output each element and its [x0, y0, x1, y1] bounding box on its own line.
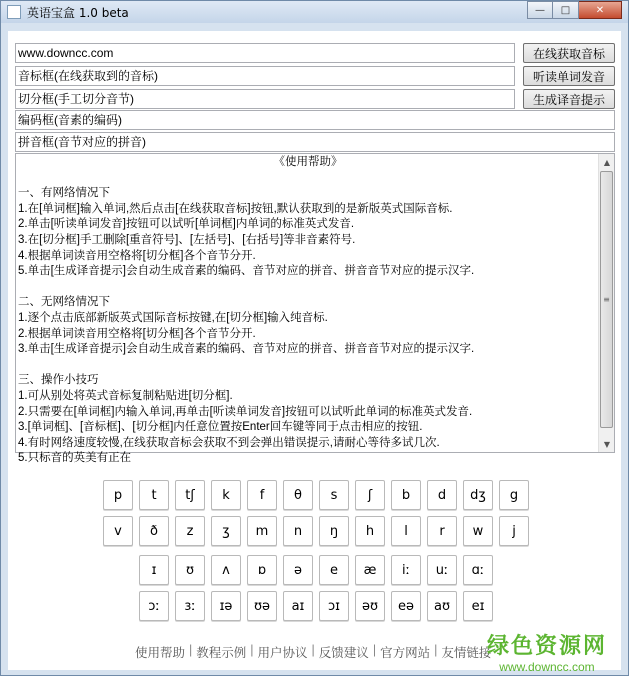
pinyin-input[interactable]: 拼音框(音节对应的拼音)	[15, 132, 615, 152]
help-scrollbar[interactable]	[598, 154, 614, 452]
phonetic-key[interactable]: θ	[283, 480, 313, 510]
help-line: 1.在[单词框]输入单词,然后点击[在线获取音标]按钮,默认获取到的是新版英式国际音标.	[18, 202, 453, 215]
phonetic-key[interactable]: ɪə	[211, 591, 241, 621]
phonetic-key[interactable]: ɔɪ	[319, 591, 349, 621]
help-line: 1.逐个点击底部新版英式国际音标按键,在[切分框]输入纯音标.	[18, 311, 328, 324]
phonetic-key[interactable]: əʊ	[355, 591, 385, 621]
footer-separator: |	[250, 643, 254, 657]
minimize-button[interactable]: —	[527, 1, 553, 19]
footer-separator: |	[311, 643, 315, 657]
scroll-down-icon[interactable]: ▼	[603, 439, 611, 449]
watermark-main: 绿色资源网	[486, 634, 607, 659]
watermark	[487, 629, 607, 674]
phonetic-key[interactable]: ɔː	[139, 591, 169, 621]
phonetic-key[interactable]: ŋ	[319, 516, 349, 546]
phonetic-key[interactable]: f	[247, 480, 277, 510]
phonetic-key[interactable]: eə	[391, 591, 421, 621]
encoding-input[interactable]: 编码框(音素的编码)	[15, 110, 615, 130]
phonetic-key[interactable]: æ	[355, 555, 385, 585]
window-title: 英语宝盒 1.0 beta	[27, 6, 129, 20]
help-line: 3.[单词框]、[音标框]、[切分框]内任意位置按Enter回车键等同于点击相应的按钮.	[18, 421, 423, 434]
help-line: 2.单击[听读单词发音]按钮可以试听[单词框]内单词的标准英式发音.	[18, 218, 355, 231]
phonetic-key[interactable]: ə	[283, 555, 313, 585]
footer-link[interactable]: 反馈建议	[318, 646, 369, 660]
phonetic-key[interactable]: z	[175, 516, 205, 546]
phonetic-key[interactable]: uː	[427, 555, 457, 585]
phonetic-key[interactable]: g	[499, 480, 529, 510]
help-title: 《使用帮助》	[273, 156, 343, 168]
footer-separator: |	[189, 643, 193, 657]
help-line: 5.单击[生成译音提示]会自动生成音素的编码、音节对应的拼音、拼音音节对应的提示汉字.	[18, 265, 475, 278]
phonetic-key[interactable]: h	[355, 516, 385, 546]
footer-separator: |	[372, 643, 377, 657]
phonetic-key[interactable]: b	[391, 480, 421, 510]
scroll-thumb[interactable]: ≡	[600, 171, 613, 428]
phonetic-key[interactable]: ɜː	[175, 591, 205, 621]
help-line: 3.在[切分框]手工删除[重音符号]、[左括号]、[右括号]等非音素符号.	[18, 233, 356, 246]
app-icon	[7, 5, 21, 19]
phonetic-key[interactable]: ʒ	[211, 516, 241, 546]
phonetic-key[interactable]: d	[427, 480, 457, 510]
footer-link[interactable]: 官方网站	[380, 646, 431, 660]
help-textarea[interactable]	[15, 153, 615, 465]
split-input[interactable]: 切分框(手工切分音节)	[15, 89, 515, 109]
generate-hint-button[interactable]: 生成译音提示	[523, 89, 615, 109]
phonetic-key[interactable]: r	[427, 516, 457, 546]
phonetic-key[interactable]: e	[319, 555, 349, 585]
help-line: 一、有网络情况下	[18, 187, 110, 200]
listen-pronunciation-button[interactable]: 听读单词发音	[523, 66, 615, 86]
help-line: 3.单击[生成译音提示]会自动生成音素的编码、音节对应的拼音、拼音音节对应的提示汉字.	[18, 343, 475, 356]
help-line: 4.根据单词读音用空格将[切分框]各个音节分开.	[18, 249, 256, 262]
help-line: 二、无网络情况下	[18, 296, 110, 309]
phonetic-key[interactable]: s	[319, 480, 349, 510]
phonetic-key[interactable]: w	[463, 516, 493, 546]
phonetic-key[interactable]: ɑː	[463, 555, 493, 585]
footer-link[interactable]: 用户协议	[257, 646, 308, 660]
window-controls	[527, 1, 622, 19]
footer-links	[135, 643, 491, 661]
phonetic-key[interactable]: tʃ	[175, 480, 205, 510]
phonetic-key[interactable]: ʊ	[175, 555, 205, 585]
fetch-phonetic-button[interactable]: 在线获取音标	[523, 43, 615, 63]
phonetic-key[interactable]: k	[211, 480, 241, 510]
word-input[interactable]: www.downcc.com	[15, 43, 515, 63]
phonetic-key[interactable]: j	[499, 516, 529, 546]
footer-link[interactable]: 友情链接	[441, 646, 492, 660]
scroll-up-icon[interactable]: ▲	[603, 157, 611, 167]
maximize-button[interactable]: □	[553, 1, 579, 19]
phonetic-key[interactable]: aɪ	[283, 591, 313, 621]
phonetic-key[interactable]: aʊ	[427, 591, 457, 621]
footer-link[interactable]: 教程示例	[196, 646, 247, 660]
phonetic-key[interactable]: ʃ	[355, 480, 385, 510]
phonetic-key[interactable]: ɒ	[247, 555, 277, 585]
help-text	[18, 155, 598, 467]
client-area	[8, 31, 621, 674]
phonetic-key[interactable]: dʒ	[463, 480, 493, 510]
watermark-sub: www.downcc.com	[499, 660, 595, 674]
title-bar[interactable]	[1, 1, 628, 23]
phonetic-key[interactable]: t	[139, 480, 169, 510]
help-line: 三、操作小技巧	[18, 374, 99, 387]
help-line: 1.可从别处将英式音标复制粘贴进[切分框].	[18, 389, 233, 402]
footer-separator: |	[434, 643, 438, 657]
help-line: 2.只需要在[单词框]内输入单词,再单击[听读单词发音]按钮可以试听此单词的标准英式发音.	[18, 405, 473, 418]
phonetic-key[interactable]: ð	[139, 516, 169, 546]
phonetic-key[interactable]: iː	[391, 555, 421, 585]
footer-link[interactable]: 使用帮助	[135, 646, 186, 660]
phonetic-key[interactable]: ʊə	[247, 591, 277, 621]
phonetic-key[interactable]: eɪ	[463, 591, 493, 621]
phonetic-key[interactable]: ʌ	[211, 555, 241, 585]
phonetic-input[interactable]: 音标框(在线获取到的音标)	[15, 66, 515, 86]
phonetic-key[interactable]: l	[391, 516, 421, 546]
phonetic-key[interactable]: p	[103, 480, 133, 510]
help-line: 4.有时网络速度较慢,在线获取音标会获取不到会弹出错误提示,请耐心等待多试几次.	[18, 436, 440, 449]
phonetic-key[interactable]: ɪ	[139, 555, 169, 585]
help-line: 2.根据单词读音用空格将[切分框]各个音节分开.	[18, 327, 256, 340]
close-button[interactable]: ✕	[579, 1, 622, 19]
phonetic-key[interactable]: n	[283, 516, 313, 546]
help-line: 5.只标音的英美有正在	[18, 452, 132, 465]
phonetic-key[interactable]: v	[103, 516, 133, 546]
phonetic-key[interactable]: m	[247, 516, 277, 546]
